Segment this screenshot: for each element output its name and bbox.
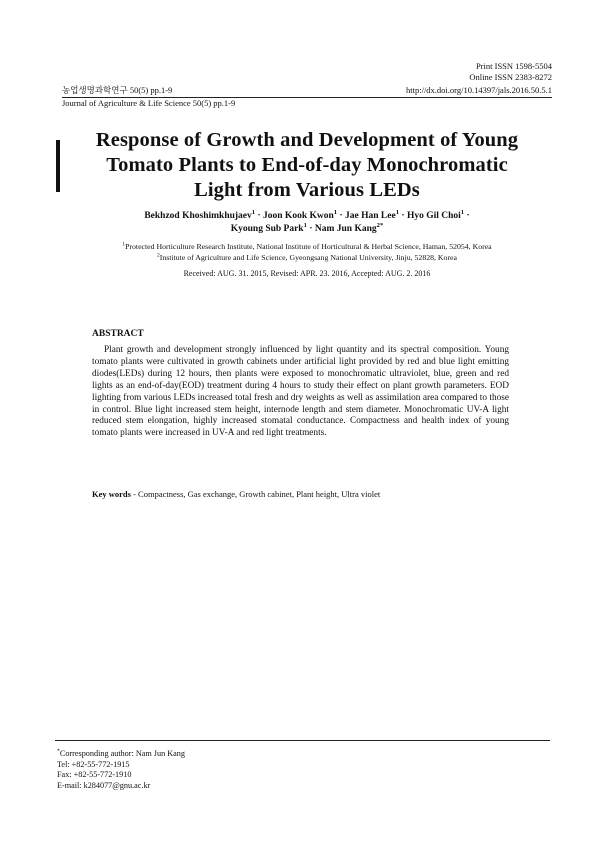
abstract-body: Plant growth and development strongly influenced by light quantity and its spectral composition. Young tomato plants were cultivated in growth cabinets under artificial light provided by red and blue light emitting diodes(LEDs) during 12 hours, then plants were exposed to monochromatic ultraviolet, blue, green and red lights as an end-of-day(EOD) treatment during 4 hours to study their effect on plant growth parameters. EOD lighting from various LEDs increased total fresh and dry weights as well as assimilation area compared to those in control. Blue light increased stem height, internode length and stem diameter. Monochromatic UV-A light reduced stem elongation, highly increased stomatal conductance. Compactness and health index of young tomato plants were increased in UV-A and red light treatments.: [92, 345, 509, 439]
corresponding-author-text: Corresponding author: Nam Jun Kang: [59, 749, 185, 758]
author-separator: ·: [464, 211, 470, 221]
affiliation-sup: 1: [122, 241, 126, 248]
author-separator: ·: [255, 211, 264, 221]
keywords-label: Key words: [92, 489, 131, 499]
author-line-2: [62, 223, 552, 235]
doi-link[interactable]: http://dx.doi.org/10.14397/jals.2016.50.5.1: [406, 85, 552, 95]
article-title: [62, 128, 552, 203]
fax: Fax: +82-55-772-1910: [57, 770, 132, 779]
affiliation-text: Protected Horticulture Research Institute, National Institute of Horticultural & Herbal Science, Haman, 52054, Korea: [125, 242, 492, 251]
author-name: Joon Kook Kwon: [263, 211, 334, 221]
author-name: Hyo Gil Choi: [406, 211, 461, 221]
title-line-2: Tomato Plants to End-of-day Monochromatic: [106, 154, 508, 176]
footnote-rule: [55, 740, 550, 741]
author-sup: 2*: [376, 221, 384, 229]
korean-journal-citation: 농업생명과학연구 50(5) pp.1-9: [62, 85, 173, 95]
affiliation-sup: 2: [157, 252, 160, 259]
author-name: Bekhzod Khoshimkhujaev: [144, 211, 252, 221]
author-name: Jae Han Lee: [345, 211, 396, 221]
affiliation-1: [62, 242, 552, 252]
author-sup: 1: [333, 208, 338, 216]
affiliation-text: Institute of Agriculture and Life Science, Gyeongsang National University, Jinju, 52828, Korea: [159, 253, 457, 262]
telephone: Tel: +82-55-772-1915: [57, 759, 130, 769]
author-name: Nam Jun Kang: [314, 224, 377, 234]
corresponding-author: [57, 749, 185, 760]
author-line-1: [62, 210, 552, 222]
footnote-sup: *: [57, 748, 60, 755]
online-issn: Online ISSN 2383-8272: [469, 72, 552, 82]
author-name: Kyoung Sub Park: [230, 224, 304, 234]
title-line-3: Light from Various LEDs: [194, 179, 420, 201]
margin-bar: [56, 140, 60, 192]
author-separator: ·: [306, 224, 315, 234]
keywords: [92, 489, 509, 500]
author-sup: 1: [251, 208, 256, 216]
print-issn: Print ISSN 1598-5504: [475, 61, 552, 71]
english-journal-citation: Journal of Agriculture & Life Science 50(5) pp.1-9: [62, 98, 236, 108]
affiliation-2: [62, 253, 552, 263]
title-line-1: Response of Growth and Development of Young: [95, 129, 519, 151]
abstract-heading: ABSTRACT: [92, 329, 144, 339]
footnote: [57, 749, 185, 791]
author-separator: ·: [337, 211, 346, 221]
author-sup: 1: [303, 221, 307, 229]
keywords-text: - Compactness, Gas exchange, Growth cabinet, Plant height, Ultra violet: [130, 489, 381, 499]
author-separator: ·: [399, 211, 407, 221]
author-sup: 1: [460, 208, 465, 216]
received-dates: Received: AUG. 31. 2015, Revised: APR. 23. 2016, Accepted: AUG. 2. 2016: [183, 269, 431, 278]
author-sup: 1: [395, 208, 400, 216]
email-link[interactable]: E-mail: k284077@gnu.ac.kr: [57, 780, 151, 790]
